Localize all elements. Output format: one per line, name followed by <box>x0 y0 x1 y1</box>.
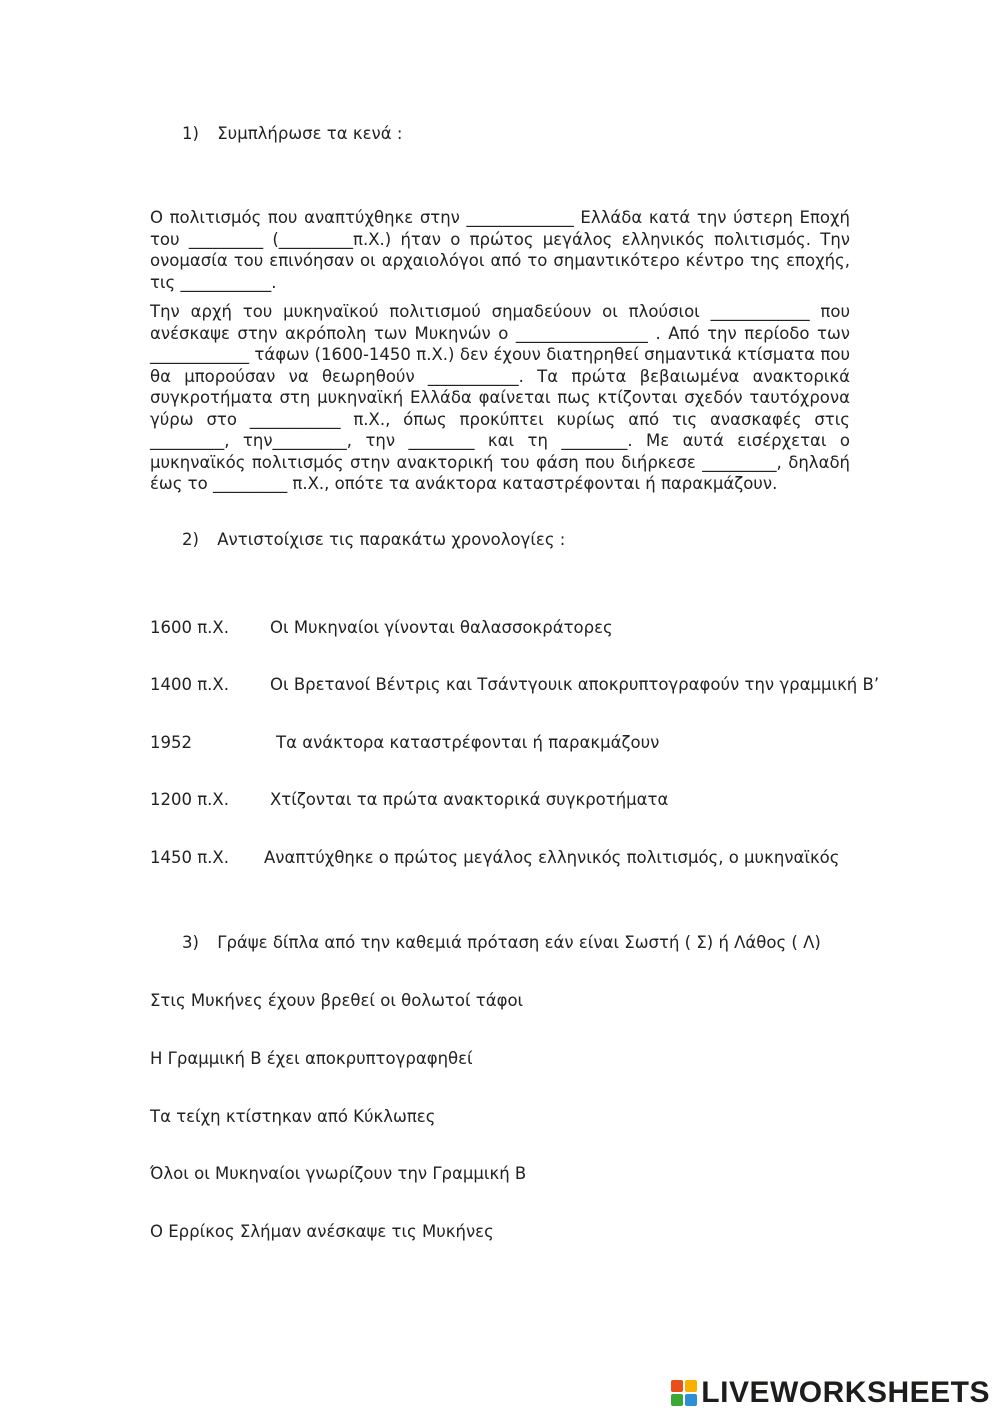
match-row <box>150 675 880 694</box>
match-event: Αναπτύχθηκε ο πρώτος μεγάλος ελληνικός πολιτισμός, ο μυκηναϊκός <box>264 848 840 867</box>
logo-tile <box>671 1394 683 1406</box>
match-year: 1600 π.Χ. <box>150 618 229 637</box>
section-number: 1) <box>182 124 199 143</box>
logo-tile <box>671 1380 683 1392</box>
match-event: Τα ανάκτορα καταστρέφονται ή παρακμάζουν <box>276 733 660 752</box>
match-event: Οι Βρετανοί Βέντρις και Τσάντγουικ αποκρυπτογραφούν την γραμμική Β’ <box>270 675 880 694</box>
section-3-heading <box>182 933 821 952</box>
section-2-heading <box>182 530 565 549</box>
true-false-statement: Ο Ερρίκος Σλήμαν ανέσκαψε τις Μυκήνες <box>150 1222 494 1241</box>
true-false-statement: Η Γραμμική Β έχει αποκρυπτογραφηθεί <box>150 1049 473 1068</box>
logo-tile <box>685 1380 697 1392</box>
match-row <box>150 790 669 809</box>
section-number: 3) <box>182 933 199 952</box>
brand-name: LIVEWORKSHEETS <box>701 1376 990 1409</box>
true-false-statement: Όλοι οι Μυκηναίοι γνωρίζουν την Γραμμική Β <box>150 1164 527 1183</box>
section-title: Γράψε δίπλα από την καθεμιά πρόταση εάν είναι Σωστή ( Σ) ή Λάθος ( Λ) <box>217 933 821 952</box>
match-row <box>150 848 840 867</box>
match-row <box>150 618 613 637</box>
section-number: 2) <box>182 530 199 549</box>
match-year: 1400 π.Χ. <box>150 675 229 694</box>
section-1-heading <box>182 124 402 143</box>
match-year: 1200 π.Χ. <box>150 790 229 809</box>
logo-tile <box>685 1394 697 1406</box>
match-event: Χτίζονται τα πρώτα ανακτορικά συγκροτήματα <box>270 790 669 809</box>
fill-in-paragraph-2: Την αρχή του μυκηναϊκού πολιτισμού σημαδεύουν οι πλούσιοι ____________ που ανέσκαψε στην ακρόπολη των Μυκηνών ο ________________ . Από την περίοδο των ____________ τάφων (1600-1450 π.Χ.) δεν έχουν διατηρηθεί σημαντικά κτίσματα που θα μπορούσαν να θεωρηθούν ___________. Τα πρώτα βεβαιωμένα ανακτορικά συγκροτήματα στη μυκηναϊκή Ελλάδα φαίνεται πως κτίζονται σχεδόν ταυτόχρονα γύρω στο ___________ π.Χ., όπως προκύπτει κυρίως από τις ανασκαφές στις _________, την_________, την ________ και τη ________. Με αυτά εισέρχεται ο μυκηναϊκός πολιτισμός στην ανακτορική του φάση που διήρκεσε _________, δηλαδή έως το _________ π.Χ., οπότε τα ανάκτορα καταστρέφονται ή παρακμάζουν. <box>150 302 850 493</box>
match-row <box>150 733 660 752</box>
logo-tiles-icon <box>671 1380 697 1406</box>
match-year: 1450 π.Χ. <box>150 848 229 867</box>
match-year: 1952 <box>150 733 192 752</box>
section-title: Συμπλήρωσε τα κενά : <box>217 124 403 143</box>
fill-in-paragraph-1: Ο πολιτισμός που αναπτύχθηκε στην _____________ Ελλάδα κατά την ύστερη Εποχή του _________ (_________π.Χ.) ήταν ο πρώτος μεγάλος ελληνικός πολιτισμός. Την ονομασία του επινόησαν οι αρχαιολόγοι από το σημαντικότερο κέντρο της εποχής, τις ___________. <box>150 208 850 292</box>
liveworksheets-logo <box>671 1376 990 1410</box>
true-false-statement: Στις Μυκήνες έχουν βρεθεί οι θολωτοί τάφοι <box>150 991 524 1010</box>
true-false-statement: Τα τείχη κτίστηκαν από Κύκλωπες <box>150 1107 436 1126</box>
section-title: Αντιστοίχισε τις παρακάτω χρονολογίες : <box>217 530 566 549</box>
match-event: Οι Μυκηναίοι γίνονται θαλασσοκράτορες <box>270 618 613 637</box>
